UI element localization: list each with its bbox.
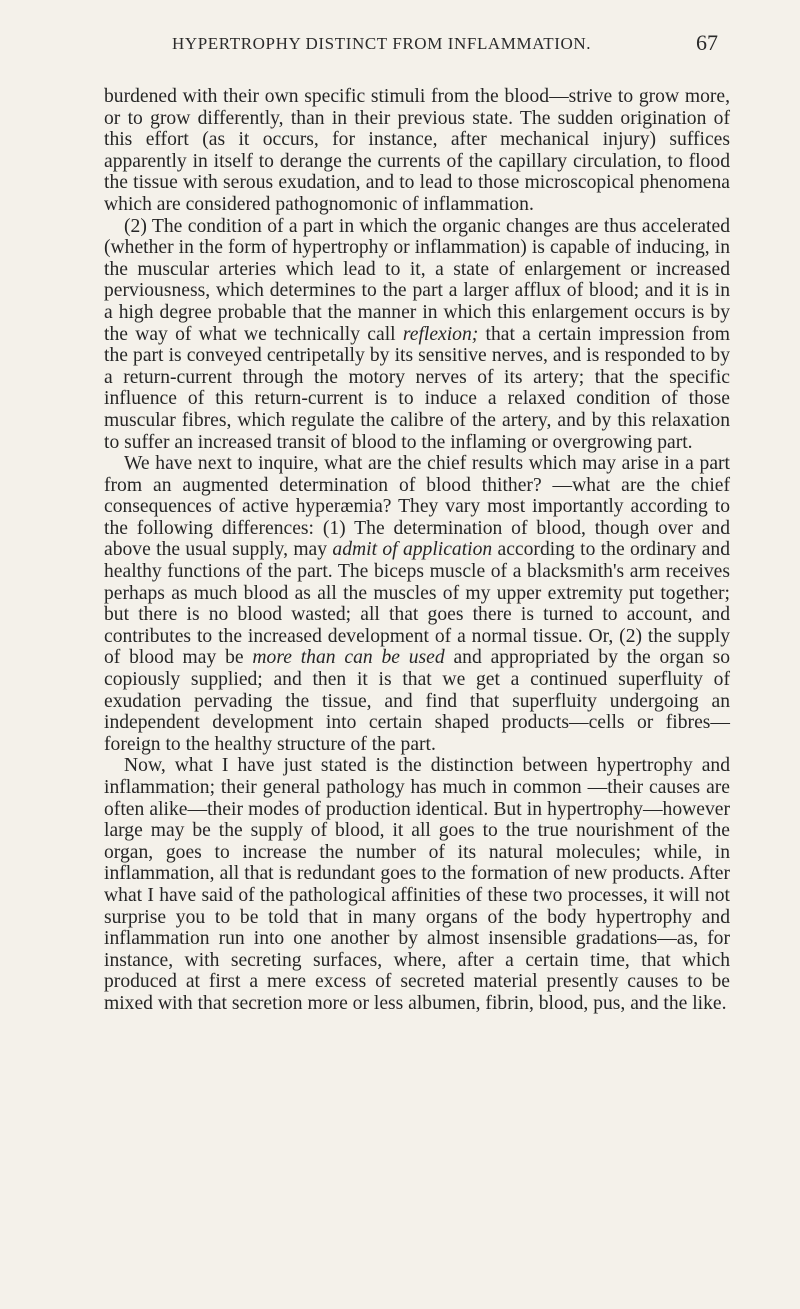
paragraph-2-part-a: (2) The condition of a part in which the organic changes are thus accelerated (whether in the form of hypertrophy or inflammation) is capable of inducing, in the muscular arteries which lead to it, a state of enlargement or increased perviousness, which determines to the part a larger afflux of blood; and it is in a high degree probable that the manner in which this enlargement occurs is by the way of what we technically call [104, 215, 730, 345]
paragraph-3-italic-1: admit of application [332, 539, 493, 561]
paragraph-3-part-a: We have next to inquire, what are the chief results which may arise in a part from an augmented determination of blood thither? —what are the chief consequences of active hyperæmia? They vary most importantly according to the following differences: (1) The determination of blood, though over and above the usual supply, may [104, 453, 730, 561]
paragraph-3-part-c: and appropriated by the organ so copiously supplied; and then it is that we get a continued superfluity of exudation pervading the tissue, and find that superfluity undergoing an independent development into certain shaped products—cells or fibres—foreign to the healthy structure of the part. [104, 647, 730, 755]
paragraph-1: burdened with their own specific stimuli from the blood—strive to grow more, or to grow differently, than in their previous state. The sudden origination of this effort (as it occurs, for instance, after mechanical injury) suffices apparently in itself to derange the currents of the capillary circulation, to flood the tissue with serous exudation, and to lead to those microscopical phenomena which are considered pathognomonic of inflammation. [104, 86, 730, 215]
paragraph-3 [104, 453, 730, 755]
running-head [172, 34, 732, 54]
paragraph-2 [104, 216, 730, 454]
body-text [104, 86, 730, 1015]
running-title: HYPERTROPHY DISTINCT FROM INFLAMMATION. [172, 34, 592, 53]
paragraph-2-italic: reflexion; [402, 323, 479, 345]
paragraph-2-part-b: that a certain impression from the part is conveyed centripetally by its sensitive nerves, and is responded to by a return-current through the motory nerves of its artery; that the specific influence of this return-current is to induce a relaxed condition of those muscular fibres, which regulate the calibre of the artery, and by this relaxation to suffer an increased transit of blood to the inflaming or overgrowing part. [104, 323, 731, 453]
page-number: 67 [696, 30, 718, 55]
paragraph-4: Now, what I have just stated is the distinction between hypertrophy and inflammation; their general pathology has much in common —their causes are often alike—their modes of production identical. But in hypertrophy—however large may be the supply of blood, it all goes to the true nourishment of the organ, goes to increase the number of its natural molecules; while, in inflammation, all that is redundant goes to the formation of new products. After what I have said of the pathological affinities of these two processes, it will not surprise you to be told that in many organs of the body hypertrophy and inflammation run into one another by almost insensible gradations—as, for instance, with secreting surfaces, where, after a certain time, that which produced at first a mere excess of secreted material presently causes to be mixed with that secretion more or less albumen, fibrin, blood, pus, and the like. [104, 755, 730, 1014]
paragraph-3-part-b: according to the ordinary and healthy functions of the part. The biceps muscle of a blacksmith's arm receives perhaps as much blood as all the muscles of my upper extremity put together; but there is no blood wasted; all that goes there is turned to account, and contributes to the increased development of a normal tissue. Or, (2) the supply of blood may be [104, 539, 730, 669]
paragraph-3-italic-2: more than can be used [252, 647, 445, 669]
